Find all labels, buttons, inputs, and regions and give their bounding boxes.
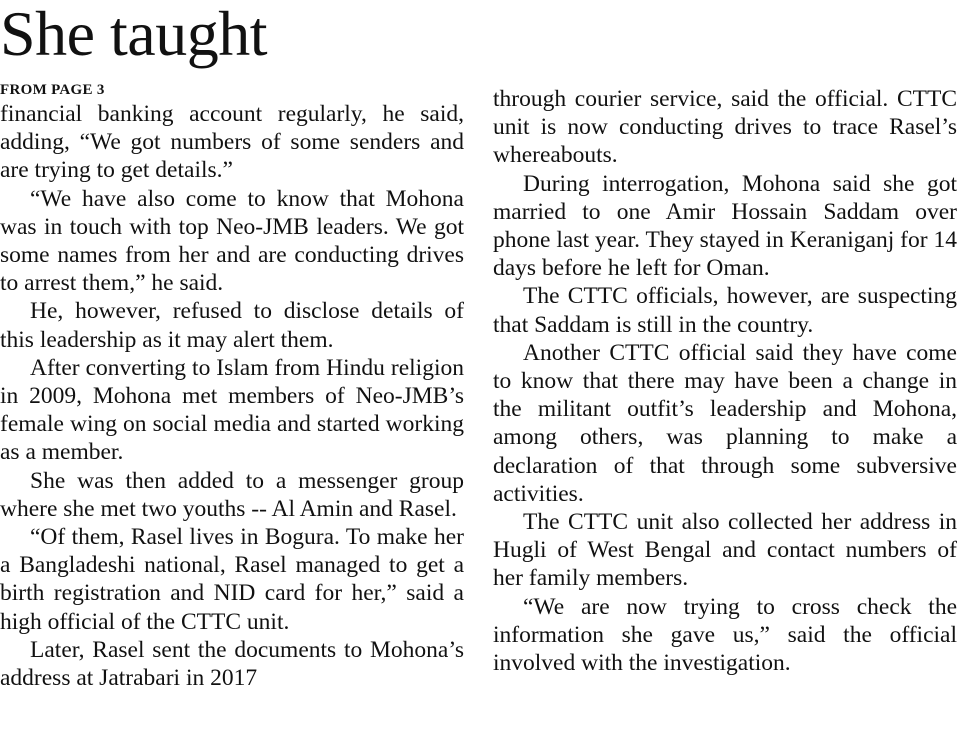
- paragraph: “Of them, Rasel lives in Bogura. To make her a Bangladeshi national, Rasel managed to get a birth registration and NID card for her,” said a high official of the CTTC unit.: [0, 524, 464, 635]
- paragraph: Later, Rasel sent the documents to Mohona’s address at Jatrabari in 2017: [0, 636, 464, 692]
- paragraph: The CTTC unit also collected her address in Hugli of West Bengal and contact numbers of her family members.: [493, 509, 957, 592]
- headline: She taught: [0, 0, 267, 69]
- paragraph: After converting to Islam from Hindu religion in 2009, Mohona met members of Neo-JMB’s female wing on social media and started working as a member.: [0, 354, 464, 466]
- paragraph: During interrogation, Mohona said she got married to one Amir Hossain Saddam over phone last year. They stayed in Keraniganj for 14 days before he left for Oman.: [493, 170, 957, 282]
- paragraph: She was then added to a messenger group where she met two youths -- Al Amin and Rasel.: [0, 467, 464, 522]
- paragraph: “We are now trying to cross check the information she gave us,” said the official involved with the investigation.: [493, 593, 957, 677]
- paragraph: through courier service, said the official. CTTC unit is now conducting drives to trace Rasel’s whereabouts.: [493, 86, 957, 169]
- right-column: [493, 82, 957, 677]
- paragraph: Another CTTC official said they have come to know that there may have been a change in the militant outfit’s leadership and Mohona, among others, was planning to make a declaration of that through some subversive activities.: [493, 339, 957, 507]
- paragraph: financial banking account regularly, he said, adding, “We got numbers of some senders and are trying to get details.”: [0, 101, 464, 184]
- continued-from-label: FROM PAGE 3: [0, 82, 105, 98]
- left-column: [0, 82, 464, 692]
- paragraph: He, however, refused to disclose details of this leadership as it may alert them.: [0, 298, 464, 353]
- paragraph: “We have also come to know that Mohona was in touch with top Neo-JMB leaders. We got some names from her and are conducting drives to arrest them,” he said.: [0, 185, 464, 297]
- paragraph: The CTTC officials, however, are suspecting that Saddam is still in the country.: [493, 283, 957, 338]
